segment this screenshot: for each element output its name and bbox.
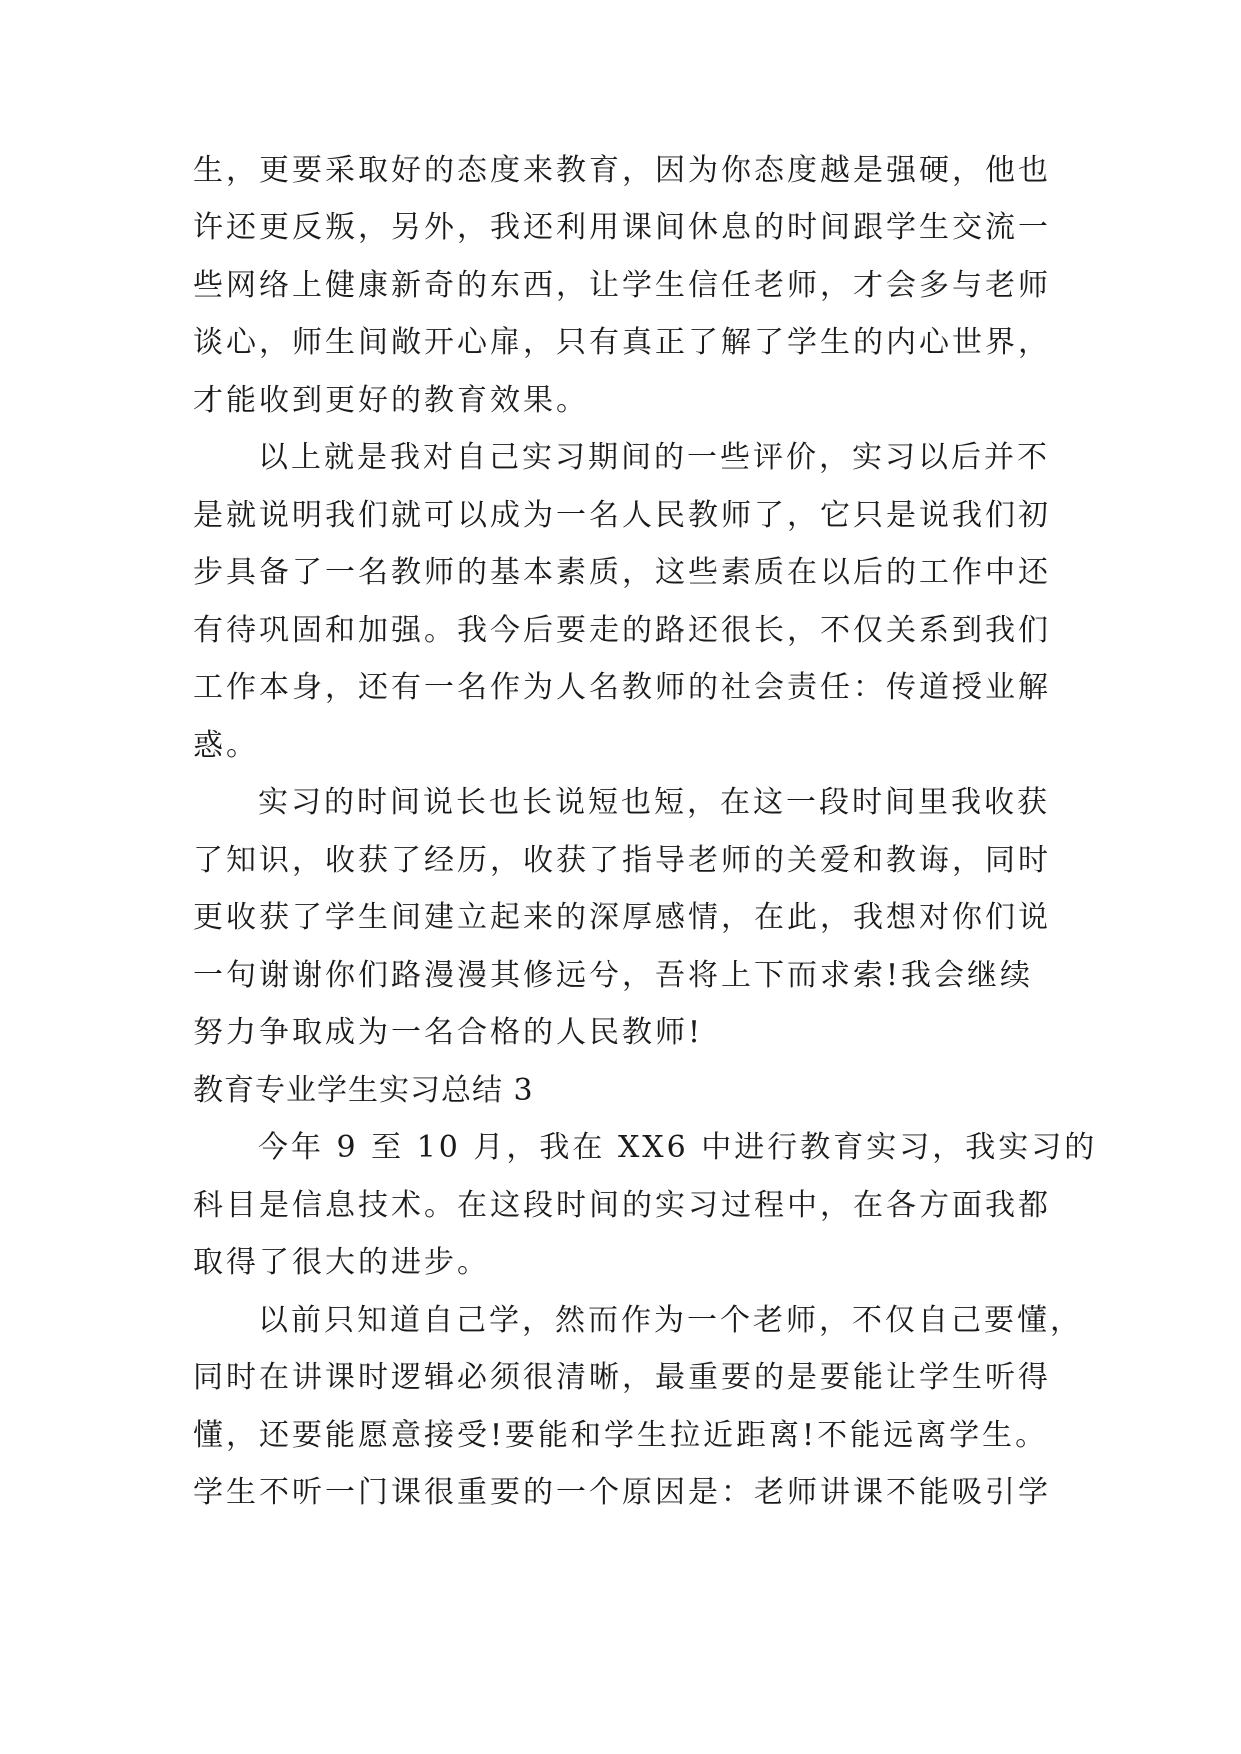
text-line: 惑。 [193,728,259,763]
text-line: 许还更反叛，另外，我还利用课间休息的时间跟学生交流一 [193,210,1051,245]
text-line: 更收获了学生间建立起来的深厚感情，在此，我想对你们说 [193,900,1051,935]
text-line: 懂，还要能愿意接受!要能和学生拉近距离!不能远离学生。 [193,1418,1049,1453]
text-line: 工作本身，还有一名作为人名教师的社会责任：传道授业解 [193,670,1051,705]
text-line: 努力争取成为一名合格的人民教师! [193,1015,704,1050]
text-line: 了知识，收获了经历，收获了指导老师的关爱和教诲，同时 [193,843,1051,878]
text-line: 些网络上健康新奇的东西，让学生信任老师，才会多与老师 [193,268,1051,303]
text-line: 学生不听一门课很重要的一个原因是：老师讲课不能吸引学 [193,1475,1051,1510]
paragraph-start-line: 以前只知道自己学，然而作为一个老师，不仅自己要懂， [258,1303,1083,1338]
text-line: 生，更要采取好的态度来教育，因为你态度越是强硬，他也 [193,153,1051,188]
paragraph-start-line: 以上就是我对自己实习期间的一些评价，实习以后并不 [258,440,1050,475]
paragraph-start-line: 今年 9 至 10 月，我在 XX6 中进行教育实习，我实习的 [258,1130,1098,1165]
text-line: 步具备了一名教师的基本素质，这些素质在以后的工作中还 [193,555,1051,590]
text-line: 科目是信息技术。在这段时间的实习过程中，在各方面我都 [193,1188,1051,1223]
paragraph-start-line: 实习的时间说长也长说短也短，在这一段时间里我收获 [258,785,1050,820]
text-line: 谈心，师生间敞开心扉，只有真正了解了学生的内心世界， [193,325,1051,360]
text-line: 同时在讲课时逻辑必须很清晰，最重要的是要能让学生听得 [193,1360,1051,1395]
section-heading: 教育专业学生实习总结 3 [193,1073,534,1108]
text-line: 才能收到更好的教育效果。 [193,383,589,418]
text-line: 是就说明我们就可以成为一名人民教师了，它只是说我们初 [193,498,1051,533]
text-line: 取得了很大的进步。 [193,1245,490,1280]
text-line: 一句谢谢你们路漫漫其修远兮，吾将上下而求索!我会继续 [193,958,1034,993]
text-line: 有待巩固和加强。我今后要走的路还很长，不仅关系到我们 [193,613,1051,648]
